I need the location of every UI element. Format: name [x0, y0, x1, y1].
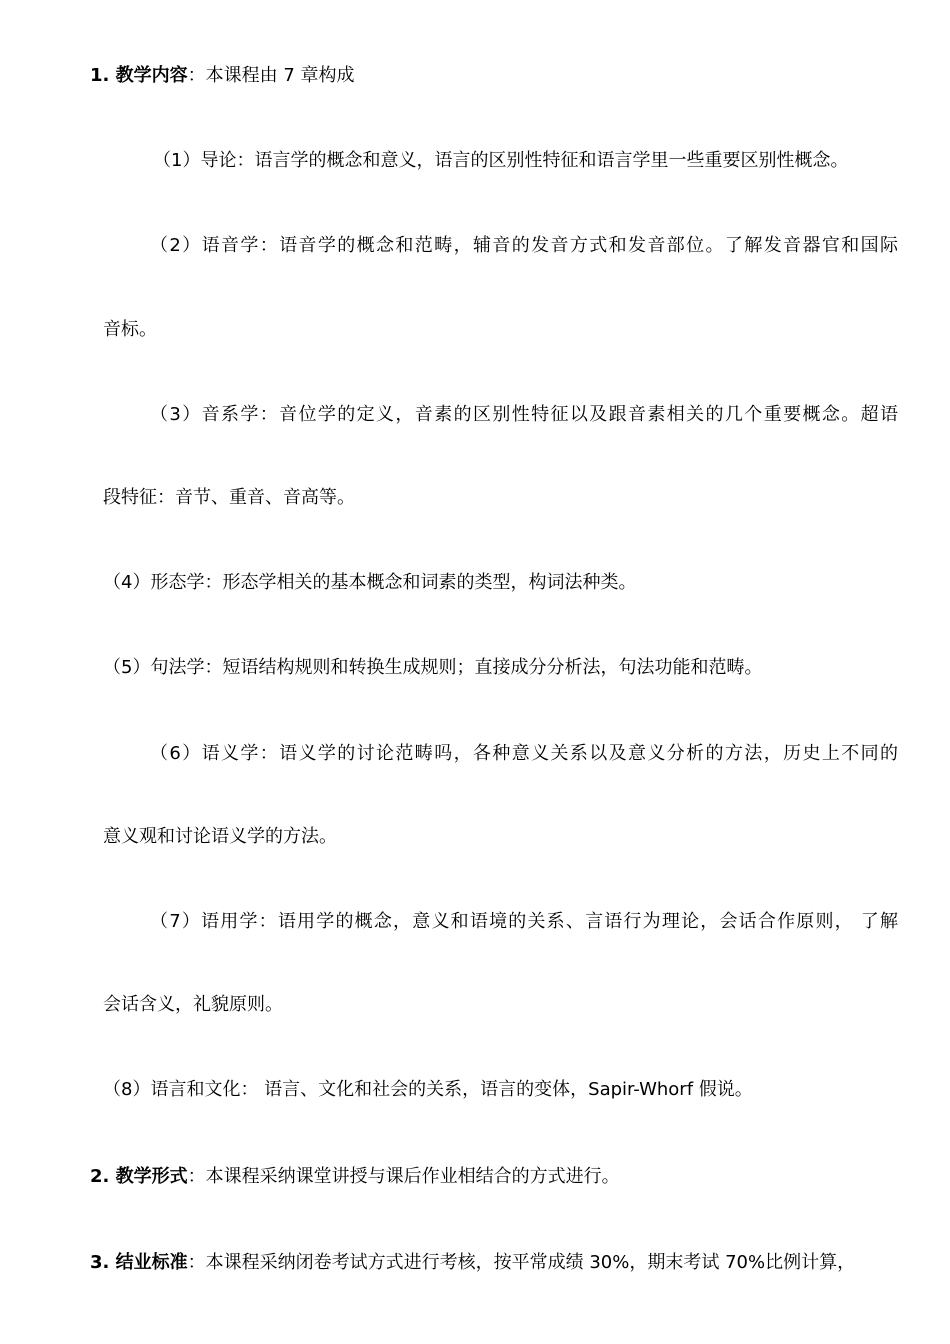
item-6-line-1: （6）语义学：语义学的讨论范畴吗，各种意义关系以及意义分析的方法，历史上不同的 [150, 743, 898, 764]
item-4-line-1: （4）形态学：形态学相关的基本概念和词素的类型，构词法种类。 [103, 572, 637, 593]
section-3-text: ：本课程采纳闭卷考试方式进行考核，按平常成绩 30%，期末考试 70%比例计算， [187, 1252, 856, 1273]
item-3-line-2: 段特征：音节、重音、音高等。 [103, 487, 355, 508]
item-2-line-1: （2）语音学：语音学的概念和范畴，辅音的发音方式和发音部位。了解发音器官和国际 [150, 235, 898, 256]
section-1-title: 1. 教学内容 [90, 65, 188, 86]
item-6-line-2: 意义观和讨论语义学的方法。 [103, 826, 337, 847]
item-7-line-2: 会话含义，礼貌原则。 [103, 994, 283, 1015]
section-2-text: ：本课程采纳课堂讲授与课后作业相结合的方式进行。 [187, 1166, 620, 1187]
section-3-heading [90, 1250, 855, 1276]
item-7-line-1: （7）语用学：语用学的概念，意义和语境的关系、言语行为理论，会话合作原则， 了解 [150, 911, 898, 932]
section-2-heading [90, 1164, 620, 1190]
item-3-line-1: （3）音系学：音位学的定义，音素的区别性特征以及跟音素相关的几个重要概念。超语 [150, 404, 898, 425]
section-2-title: 2. 教学形式 [90, 1166, 188, 1187]
section-3-title: 3. 结业标准 [90, 1252, 188, 1273]
section-1-text: ：本课程由 7 章构成 [187, 65, 355, 86]
item-8-line-1: （8）语言和文化： 语言、文化和社会的关系，语言的变体，Sapir-Whorf 假说。 [103, 1079, 753, 1100]
item-5-line-1: （5）句法学：短语结构规则和转换生成规则；直接成分分析法，句法功能和范畴。 [103, 657, 763, 678]
item-1-line-1: （1）导论：语言学的概念和意义，语言的区别性特征和语言学里一些重要区别性概念。 [153, 150, 849, 171]
item-2-line-2: 音标。 [103, 319, 157, 340]
section-1-heading [90, 63, 355, 89]
